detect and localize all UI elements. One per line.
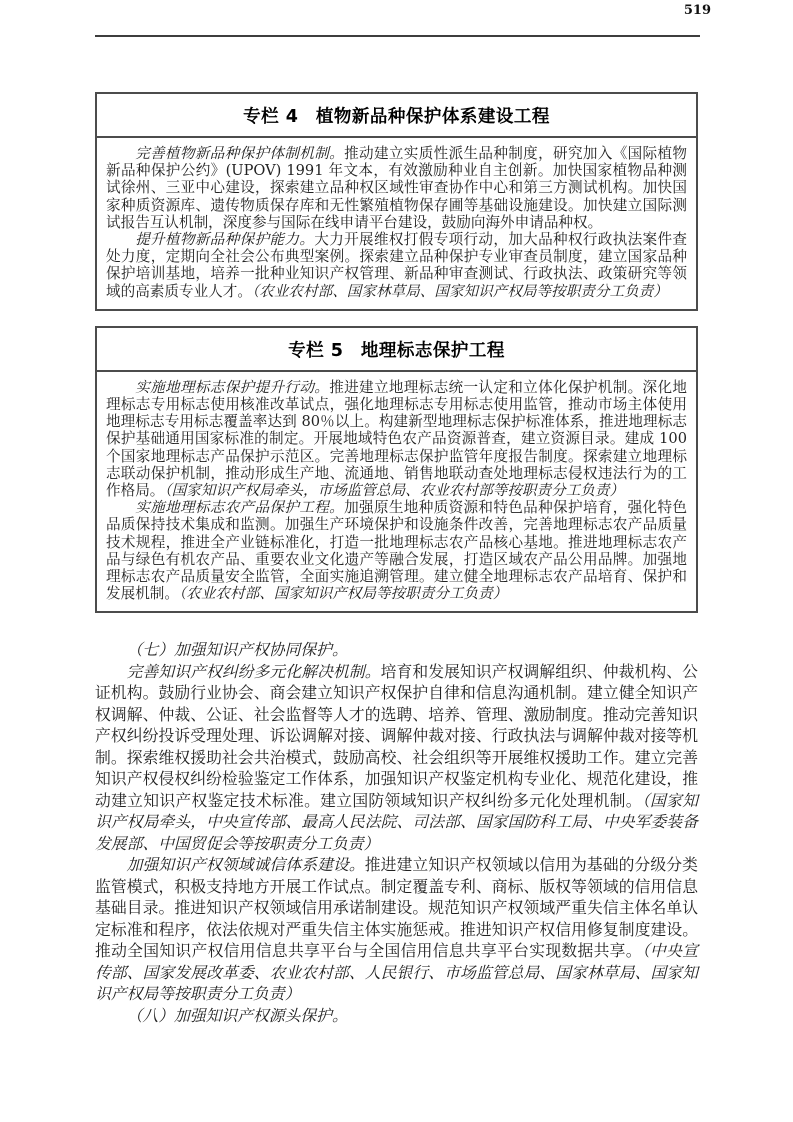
lead-sentence: 加强知识产权领域诚信体系建设。 [126, 855, 365, 875]
paragraph-text: 推动建立实质性派生品种制度，研究加入《国际植物新品种保护公约》(UPOV) 1991 年文本，有效激励种业自主创新。加快国家植物品种测试徐州、三亚中心建设，探索建立品种权区域性审查协作中心和第三方测试机构。加快国家种质资源库、遗传物质保存库和无性繁殖植物保存圃等基础设施建设。加快建立国际测试报告互认机制，深度参与国际在线申请平台建设，鼓励向海外申请品种权。 [106, 145, 687, 231]
column-box-4-title-text: 植物新品种保护体系建设工程 [315, 107, 550, 127]
paragraph-text: 培育和发展知识产权调解组织、仲裁机构、公证机构。鼓励行业协会、商会建立知识产权保护自律和信息沟通机制。建立健全知识产权调解、仲裁、公证、社会监督等人才的选聘、培养、管理、激励制度。推动完善知识产权纠纷投诉受理处理、诉讼调解对接、调解仲裁对接、行政执法与调解仲裁对接等机制。探索维权援助社会共治模式，鼓励高校、社会组织等开展维权援助工作。建立完善知识产权侵权纠纷检验鉴定工作体系，加强知识产权鉴定机构专业化、规范化建设，推动建立知识产权鉴定技术标准。建立国防领域知识产权纠纷多元化处理机制。 [95, 661, 698, 810]
page-content [95, 92, 698, 1026]
column-box-5-title-text: 地理标志保护工程 [360, 340, 505, 361]
body-paragraph [95, 661, 698, 855]
lead-sentence: 提升植物新品种保护能力。 [135, 231, 315, 249]
lead-sentence: 实施地理标志农产品保护工程。 [135, 499, 345, 517]
paragraph-text: 大力开展维权打假专项行动，加大品种权行政执法案件查处力度，定期向全社会公布典型案例。探索建立品种保护专业审查员制度，建立国家品种保护培训基地，培养一批种业知识产权管理、新品种审查测试、行政执法、政策研究等领域的高素质专业人才。 [106, 231, 687, 300]
column-box-5-body [97, 372, 696, 612]
attribution: （国家知识产权局牵头，中央宣传部、最高人民法院、司法部、国家国防科工局、中央军委装备发展部、中国贸促会等按职责分工负责） [95, 790, 698, 853]
attribution: （国家知识产权局牵头，市场监管总局、农业农村部等按职责分工负责） [164, 482, 625, 500]
box-paragraph [106, 231, 687, 300]
body-paragraph [95, 854, 698, 1005]
box-paragraph [106, 379, 687, 499]
column-box-4-title [97, 94, 696, 138]
lead-sentence: 完善知识产权纠纷多元化解决机制。 [126, 661, 381, 681]
attribution: （农业农村部、国家知识产权局等按职责分工负责） [178, 585, 508, 603]
attribution: （中央宣传部、国家发展改革委、农业农村部、人民银行、市场监管总局、国家林草局、国家知识产权局等按职责分工负责） [95, 941, 698, 1004]
paragraph-text: 推进建立地理标志统一认定和立体化保护机制。深化地理标志专用标志使用核准改革试点，强化地理标志专用标志使用监管，推动市场主体使用地理标志专用标志覆盖率达到 80％以上。构建新型地理标志保护标准体系，推进地理标志保护基础通用国家标准的制定。开展地域特色农产品资源普查，建立资源目录。建成 100 个国家地理标志产品保护示范区。完善地理标志保护监管年度报告制度。探索建立地理标志联动保护机制，推动形成生产地、流通地、销售地联动查处地理标志侵权违法行为的工作格局。 [106, 378, 687, 500]
paragraph-text: 推进建立知识产权领域以信用为基础的分级分类监管模式，积极支持地方开展工作试点。制定覆盖专利、商标、版权等领域的信用信息基础目录。推进知识产权领域信用承诺制建设。规范知识产权领域严重失信主体名单认定标准和程序，依法依规对严重失信主体实施惩戒。推进知识产权信用修复制度建设。推动全国知识产权信用信息共享平台与全国信用信息共享平台实现数据共享。 [95, 855, 698, 961]
paragraph-text: 加强原生地种质资源和特色品种保护培育，强化特色品质保持技术集成和监测。加强生产环境保护和设施条件改善，完善地理标志农产品质量技术规程，推进全产业链标准化，打造一批地理标志农产品核心基地。推进地理标志农产品与绿色有机农产品、重要农业文化遗产等融合发展，打造区域农产品公用品牌。加强地理标志农产品质量安全监管，全面实施追溯管理。建立健全地理标志农产品培育、保护和发展机制。 [106, 499, 687, 603]
column-box-5 [95, 326, 698, 614]
header-rule [95, 35, 700, 37]
lead-sentence: 实施地理标志保护提升行动。 [135, 378, 330, 396]
column-box-4-body [97, 138, 696, 309]
column-box-5-label: 专栏 5 [288, 340, 344, 361]
lead-sentence: 完善植物新品种保护体制机制。 [135, 145, 345, 162]
column-box-5-title [97, 328, 696, 372]
box-paragraph [106, 145, 687, 231]
section-heading-8: （八）加强知识产权源头保护。 [126, 1005, 348, 1025]
box-paragraph [106, 499, 687, 602]
section-heading-7: （七）加强知识产权协同保护。 [126, 640, 348, 660]
attribution: （农业农村部、国家林草局、国家知识产权局等按职责分工负责） [251, 282, 668, 300]
column-box-4-label: 专栏 4 [243, 107, 299, 127]
column-box-4 [95, 92, 698, 311]
main-text [95, 639, 698, 1026]
page-number: 519 [683, 3, 711, 18]
